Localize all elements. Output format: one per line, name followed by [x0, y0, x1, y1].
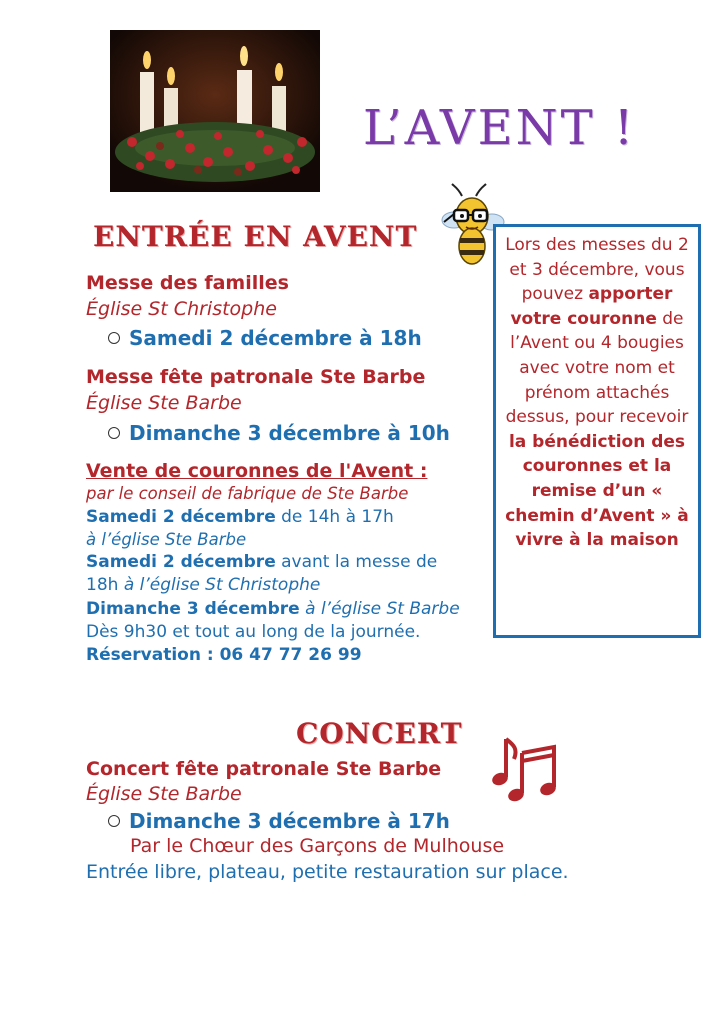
vente-line-4: 18h à l’église St Christophe [86, 575, 321, 595]
messe2-place: Église Ste Barbe [86, 392, 242, 414]
messe1-date: Samedi 2 décembre à 18h [108, 326, 422, 350]
section-heading-entree: ENTRÉE EN AVENT [93, 220, 418, 253]
messe1-name: Messe des familles [86, 272, 289, 294]
concert-name: Concert fête patronale Ste Barbe [86, 758, 442, 780]
info-box [493, 224, 701, 638]
page-title: L’AVENT ! [363, 100, 637, 156]
messe2-date: Dimanche 3 décembre à 10h [108, 421, 450, 445]
concert-by: Par le Chœur des Garçons de Mulhouse [130, 835, 505, 857]
bullet-icon [108, 815, 120, 827]
info-box-text: Lors des messes du 2 et 3 décembre, vous pouvez apporter votre couronne de l’Avent ou 4 bougies avec votre nom et prénom attachés dessus, pour recevoir la bénédiction des couronnes et la remise d’un « chemin d’Avent » à vivre à la maison [505, 235, 689, 551]
advent-wreath-candles-image [110, 30, 320, 192]
messe2-name: Messe fête patronale Ste Barbe [86, 366, 426, 388]
concert-date: Dimanche 3 décembre à 17h [108, 809, 450, 833]
concert-info: Entrée libre, plateau, petite restauration sur place. [86, 861, 569, 883]
vente-line-2: à l’église Ste Barbe [86, 530, 247, 549]
vente-by: par le conseil de fabrique de Ste Barbe [86, 484, 409, 503]
concert-place: Église Ste Barbe [86, 783, 242, 805]
bullet-icon [108, 427, 120, 439]
vente-line-3: Samedi 2 décembre avant la messe de [86, 552, 438, 572]
bullet-icon [108, 332, 120, 344]
vente-line-5: Dimanche 3 décembre à l’église St Barbe [86, 599, 460, 619]
vente-line-1: Samedi 2 décembre de 14h à 17h [86, 507, 394, 527]
music-notes-icon [492, 733, 560, 807]
section-heading-concert: CONCERT [296, 717, 463, 750]
vente-phone: Réservation : 06 47 77 26 99 [86, 645, 362, 665]
vente-line-6: Dès 9h30 et tout au long de la journée. [86, 622, 421, 642]
vente-title: Vente de couronnes de l'Avent : [86, 460, 428, 482]
messe1-place: Église St Christophe [86, 298, 277, 320]
